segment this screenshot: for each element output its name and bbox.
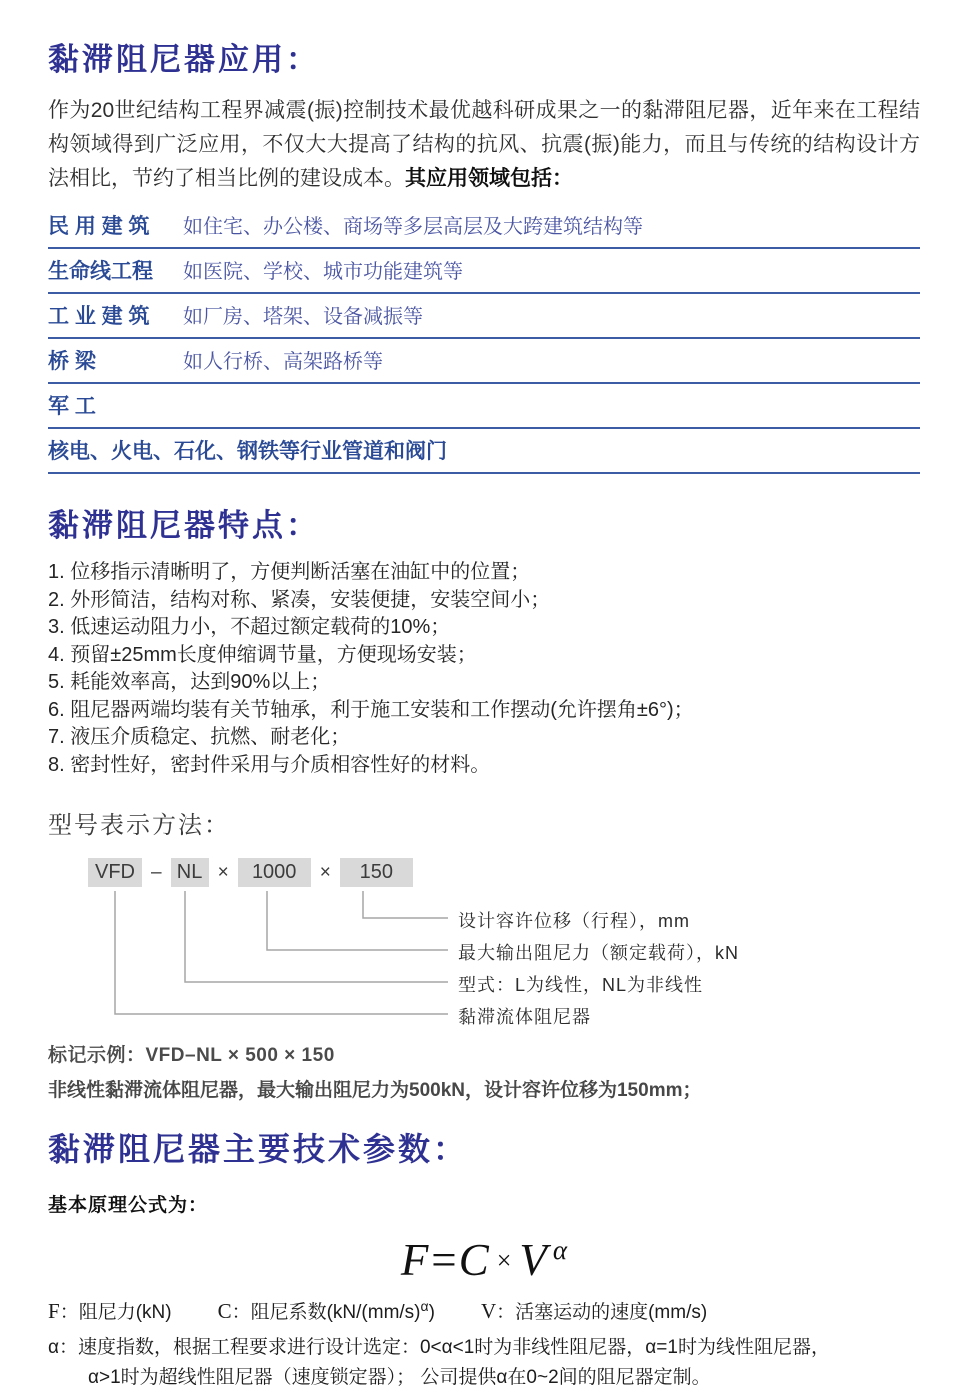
alpha-line-1: α：速度指数，根据工程要求进行设计选定：0<α<1时为非线性阻尼器，α=1时为线性阻尼器，: [48, 1337, 830, 1358]
field-desc: 如医院、学校、城市功能建筑等: [183, 261, 463, 283]
list-item: 7. 液压介质稳定、抗燃、耐老化；: [48, 726, 351, 748]
symbol-c: C: [217, 1299, 232, 1323]
multiply-sign: ×: [496, 1246, 512, 1275]
model-segment-vfd: VFD: [88, 858, 142, 887]
table-row: [48, 384, 920, 429]
table-row: [48, 294, 920, 339]
alpha-line-2: α>1时为超线性阻尼器（速度锁定器）； 公司提供α在0~2间的阻尼器定制。: [88, 1367, 711, 1388]
formula-exponent: α: [552, 1235, 568, 1265]
list-item: 3. 低速运动阻力小，不超过额定载荷的10%；: [48, 616, 451, 638]
list-item: 8. 密封性好，密封件采用与介质相容性好的材料。: [48, 753, 491, 776]
def-c-exponent: α: [420, 1298, 429, 1314]
label-damper-name: 黏滞流体阻尼器: [458, 1007, 591, 1027]
field-label: 核电、火电、石化、钢铁等行业管道和阀门: [48, 440, 447, 463]
model-segment-type: NL: [171, 858, 209, 887]
list-item: 6. 阻尼器两端均装有关节轴承，利于施工安装和工作摆动(允许摆角±6°)；: [48, 698, 694, 721]
def-v-text: ：活塞运动的速度(mm/s): [496, 1302, 708, 1323]
times-separator: ×: [319, 861, 331, 883]
list-item: 1. 位移指示清晰明了，方便判断活塞在油缸中的位置；: [48, 561, 531, 583]
model-designation-diagram: [48, 850, 920, 1036]
def-f-text: ：阻尼力(kN): [59, 1302, 172, 1323]
symbol-definitions: [48, 1297, 920, 1324]
times-separator: ×: [217, 861, 229, 883]
list-item: 4. 预留±25mm长度伸缩调节量，方便现场安装；: [48, 643, 477, 666]
label-type: 型式：L为线性，NL为非线性: [458, 975, 704, 995]
label-max-force: 最大输出阻尼力（额定载荷），kN: [458, 943, 739, 963]
marking-example-description: 非线性黏滞流体阻尼器，最大输出阻尼力为500kN，设计容许位移为150mm；: [48, 1080, 702, 1101]
intro-bold-text: 其应用领域包括：: [405, 167, 573, 190]
formula-heading: 基本原理公式为：: [48, 1195, 209, 1216]
table-row: [48, 339, 920, 384]
def-c-close: ): [428, 1302, 435, 1323]
marking-example: 标记示例：VFD–NL × 500 × 150: [48, 1045, 335, 1066]
field-desc: 如人行桥、高架路桥等: [183, 351, 383, 373]
formula-velocity: V: [519, 1235, 547, 1285]
damping-formula: [48, 1219, 920, 1285]
field-label: 桥 梁: [48, 350, 96, 373]
table-row: [48, 429, 920, 474]
field-label: 军 工: [48, 395, 96, 418]
features-title: 黏滞阻尼器特点：: [48, 508, 320, 543]
model-segment-stroke: 150: [340, 858, 413, 887]
symbol-f: F: [48, 1299, 60, 1323]
application-fields-table: [48, 204, 920, 474]
formula-lhs: F=C: [400, 1235, 489, 1285]
list-item: 5. 耗能效率高，达到90%以上；: [48, 671, 331, 693]
model-segment-force: 1000: [238, 858, 311, 887]
field-desc: 如住宅、办公楼、商场等多层高层及大跨建筑结构等: [183, 216, 643, 238]
label-stroke: 设计容许位移（行程），mm: [458, 911, 690, 931]
field-label: 生命线工程: [48, 260, 153, 283]
dash-separator: –: [151, 861, 162, 883]
symbol-v: V: [480, 1299, 497, 1323]
alpha-definition: [48, 1333, 920, 1393]
parameters-title: 黏滞阻尼器主要技术参数：: [48, 1131, 469, 1167]
field-desc: 如厂房、塔架、设备减振等: [183, 306, 423, 328]
field-label: 民 用 建 筑: [48, 215, 150, 238]
model-designation-heading: 型号表示方法：: [48, 812, 230, 839]
field-label: 工 业 建 筑: [48, 305, 150, 328]
table-row: [48, 249, 920, 294]
applications-title: 黏滞阻尼器应用：: [48, 42, 320, 77]
applications-intro: [48, 94, 920, 196]
def-c-text: ：阻尼系数(kN/(mm/s): [231, 1302, 421, 1323]
intro-text: 作为20世纪结构工程界减震(振)控制技术最优越科研成果之一的黏滞阻尼器，近年来在工程结构领域得到广泛应用，不仅大大提高了结构的抗风、抗震(振)能力，而且与传统的结构设计方法相比，节约了相当比例的建设成本。: [48, 99, 920, 190]
list-item: 2. 外形简洁，结构对称、紧凑，安装便捷，安装空间小；: [48, 588, 551, 611]
features-list: [48, 559, 920, 779]
table-row: [48, 204, 920, 249]
